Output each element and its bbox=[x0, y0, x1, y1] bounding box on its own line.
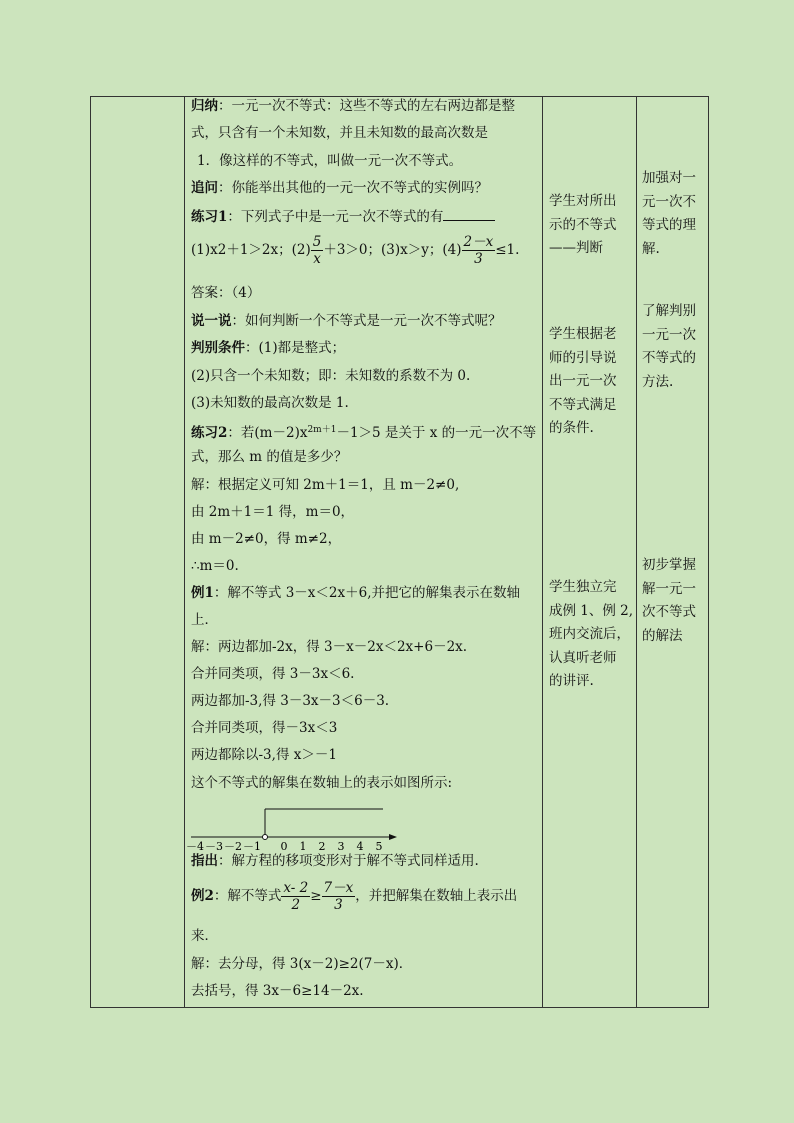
exercise-2-solution-3: 由 m－2≠0，得 m≠2， bbox=[191, 531, 342, 547]
exercise-2-solution-1: 解：根据定义可知 2m＋1＝1，且 m－2≠0, bbox=[191, 477, 460, 493]
tick-label: －3 bbox=[205, 840, 223, 853]
example-1-step-4: 合并同类项，得－3x＜3 bbox=[191, 720, 338, 736]
column-divider-3 bbox=[636, 97, 637, 1007]
exercise-1: 练习1：下列式子中是一元一次不等式的有 bbox=[191, 207, 495, 226]
fraction-7-minus-x-over-3: $\frac{7-x}{3}$ bbox=[323, 880, 354, 913]
criteria-1: 判别条件：(1)都是整式； bbox=[191, 340, 346, 356]
follow-up-question: 追问：你能举出其他的一元一次不等式的实例吗？ bbox=[191, 180, 488, 196]
exercise-2-solution-2: 由 2m＋1＝1 得，m＝0， bbox=[191, 504, 355, 520]
tick-label: 0 bbox=[280, 840, 288, 853]
tick-label: 5 bbox=[375, 840, 383, 853]
example-2-step-1: 解：去分母，得 3(x－2)≥2(7－x)． bbox=[191, 956, 413, 972]
tick-label: 3 bbox=[337, 840, 345, 853]
example-1-step-1: 解：两边都加-2x，得 3－x－2x＜2x+6－2x. bbox=[191, 639, 468, 655]
example-2-step-2: 去括号，得 3x－6≥14－2x. bbox=[191, 983, 364, 999]
exercise-1-answer: 答案：（4） bbox=[191, 285, 261, 301]
exercise-2-line-2: 式，那么 m 的值是多少？ bbox=[191, 449, 348, 465]
example-1: 例1：解不等式 3－x＜2x＋6,并把它的解集表示在数轴 bbox=[191, 585, 520, 601]
open-point bbox=[263, 835, 268, 840]
purpose-2: 了解判别 一元一次 不等式的 方法. bbox=[642, 303, 696, 390]
discussion-prompt: 说一说：如何判断一个不等式是一元一次不等式呢？ bbox=[191, 313, 502, 329]
student-activity-2: 学生根据老 师的引导说 出一元一次 不等式满足 的条件. bbox=[549, 326, 617, 436]
example-2: 例2：解不等式 $\frac{x- 2}{2}$ ≥ $\frac{7-x}{3}$ ，并把解集在数轴上表示出 bbox=[191, 880, 518, 913]
fraction-2-minus-x-over-3: $\frac{2-x}{3}$ bbox=[463, 234, 494, 267]
summary-line-2: 式，只含有一个未知数，并且未知数的最高次数是 bbox=[191, 125, 488, 141]
student-activity-3: 学生独立完 成例 1、例 2, 班内交流后， 认真听老师 的讲评. bbox=[549, 579, 634, 689]
column-divider-2 bbox=[542, 97, 543, 1007]
exercise-1-options: (1)x2＋1＞2x；(2) $\frac{5}{x}$ ＋3＞0；(3)x＞y；(4) $\frac{2-x}{3}$ ≤1. bbox=[191, 234, 520, 267]
tick-label: －4 bbox=[186, 840, 204, 853]
summary-line: 归纳：一元一次不等式：这些不等式的左右两边都是整 bbox=[191, 98, 515, 114]
exercise-2: 练习2：若$(m-2)x^{2m+1}-1>5$ 是关于 x 的一元一次不等 bbox=[191, 425, 537, 441]
tick-label: －2 bbox=[224, 840, 242, 853]
example-1-step-6: 这个不等式的解集在数轴上的表示如图所示: bbox=[191, 775, 453, 791]
purpose-3: 初步掌握 解一元一 次不等式 的解法 bbox=[642, 557, 696, 644]
example-2-line-2: 来． bbox=[191, 928, 218, 944]
example-1-step-5: 两边都除以-3,得 x＞－1 bbox=[191, 747, 337, 763]
column-divider-1 bbox=[184, 97, 185, 1007]
fraction-x-minus-2-over-2: $\frac{x- 2}{2}$ bbox=[283, 880, 309, 913]
number-line-arrow bbox=[389, 834, 397, 840]
example-1-step-3: 两边都加-3,得 3－3x－3＜6－3. bbox=[191, 693, 390, 709]
criteria-2: (2)只含一个未知数；即：未知数的系数不为 0. bbox=[191, 368, 471, 384]
criteria-3: (3)未知数的最高次数是 1. bbox=[191, 395, 349, 411]
tick-label: 4 bbox=[356, 840, 364, 853]
example-1-step-2: 合并同类项，得 3－3x＜6. bbox=[191, 666, 355, 682]
purpose-1: 加强对一 元一次不 等式的理 解. bbox=[642, 170, 696, 257]
example-1-line-2: 上． bbox=[191, 612, 218, 628]
answer-blank bbox=[443, 207, 495, 221]
fraction-5-over-x: $\frac{5}{x}$ bbox=[312, 234, 322, 267]
exercise-2-solution-4: ∴m＝0. bbox=[191, 558, 239, 574]
tick-label: －1 bbox=[243, 840, 261, 853]
tick-label: 1 bbox=[299, 840, 307, 853]
lesson-table bbox=[90, 96, 709, 1008]
number-line bbox=[186, 803, 401, 853]
note: 指出：解方程的移项变形对于解不等式同样适用. bbox=[191, 853, 479, 869]
tick-label: 2 bbox=[318, 840, 326, 853]
student-activity-1: 学生对所出 示的不等式 ——判断 bbox=[549, 193, 617, 256]
summary-line-3: 1．像这样的不等式，叫做一元一次不等式。 bbox=[197, 153, 463, 169]
